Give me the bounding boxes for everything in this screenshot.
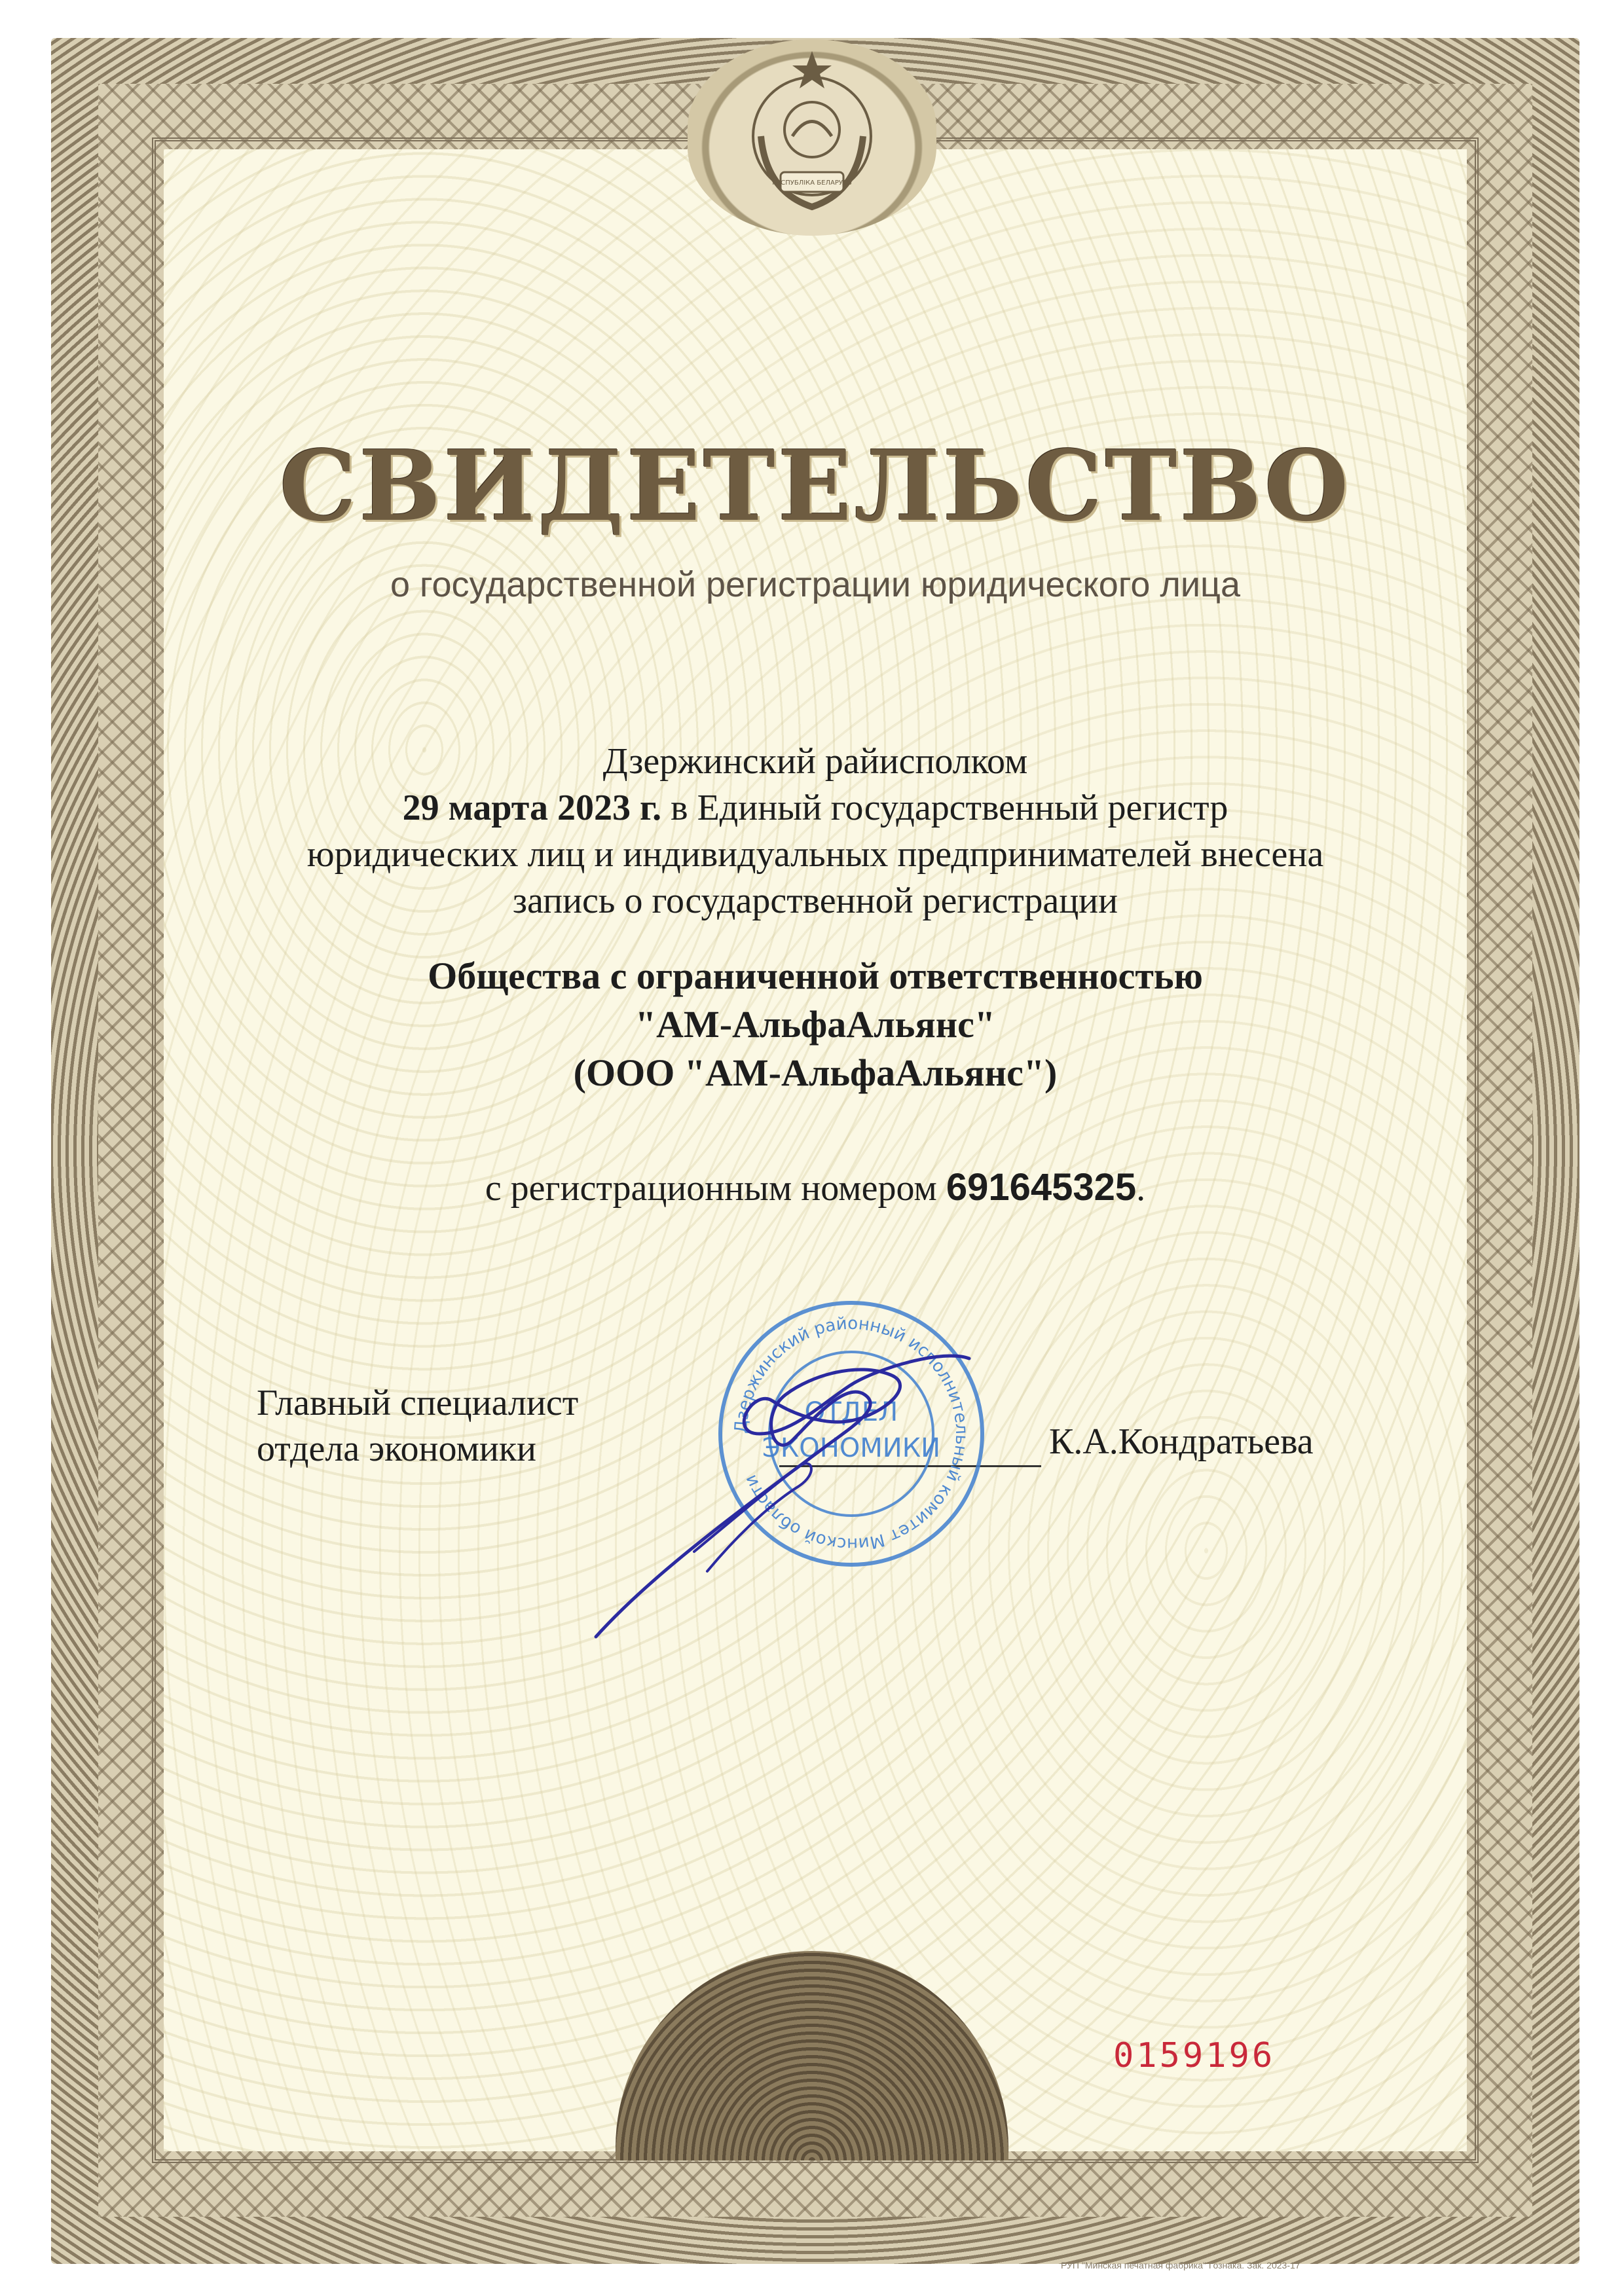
signer-position <box>257 1380 578 1472</box>
serial-number: 0159196 <box>1113 2036 1276 2075</box>
record-line: запись о государственной регистрации <box>512 881 1118 921</box>
company-name: "АМ-АльфаАльянс" <box>635 1003 996 1046</box>
registration-date: 29 марта 2023 г. <box>402 788 662 828</box>
svg-text:РЭСПУБЛІКА БЕЛАРУСЬ: РЭСПУБЛІКА БЕЛАРУСЬ <box>772 179 852 187</box>
authority-line: Дзержинский райисполком <box>602 741 1028 782</box>
registration-number-line <box>164 1165 1467 1209</box>
certificate-subtitle: о государственной регистрации юридического лица <box>390 565 1240 604</box>
company-name-block <box>164 952 1467 1097</box>
stamp-center-line1: ОТДЕЛ <box>804 1397 898 1427</box>
registration-text <box>164 738 1467 924</box>
stamp-ring-text: Дзержинский районный исполнительный комитет Минской области <box>731 1313 972 1554</box>
stamp-center-line2: ЭКОНОМИКИ <box>762 1433 941 1463</box>
certificate-title: СВИДЕТЕЛЬСТВО <box>279 429 1352 543</box>
printer-note: РУП "Минская печатная фабрика" Гознака. Зак. 2023-17 <box>1061 2260 1301 2270</box>
date-line-tail: в Единый государственный регистр <box>661 788 1228 828</box>
registration-number-period: . <box>1136 1168 1146 1209</box>
company-short-name: (ООО "АМ-АльфаАльянс") <box>573 1051 1058 1094</box>
handwritten-signature <box>576 1336 995 1650</box>
signer-name: К.А.Кондратьева <box>1049 1421 1314 1462</box>
registration-number-label: с регистрационным номером <box>485 1168 937 1209</box>
registry-line: юридических лиц и индивидуальных предпринимателей внесена <box>306 834 1324 875</box>
company-form: Общества с ограниченной ответственностью <box>428 955 1203 997</box>
signer-position-line2: отдела экономики <box>257 1429 537 1469</box>
coat-of-arms-icon <box>740 38 884 221</box>
date-line <box>164 785 1467 831</box>
registration-number: 691645325 <box>946 1166 1137 1209</box>
signer-position-line1: Главный специалист <box>257 1383 579 1423</box>
